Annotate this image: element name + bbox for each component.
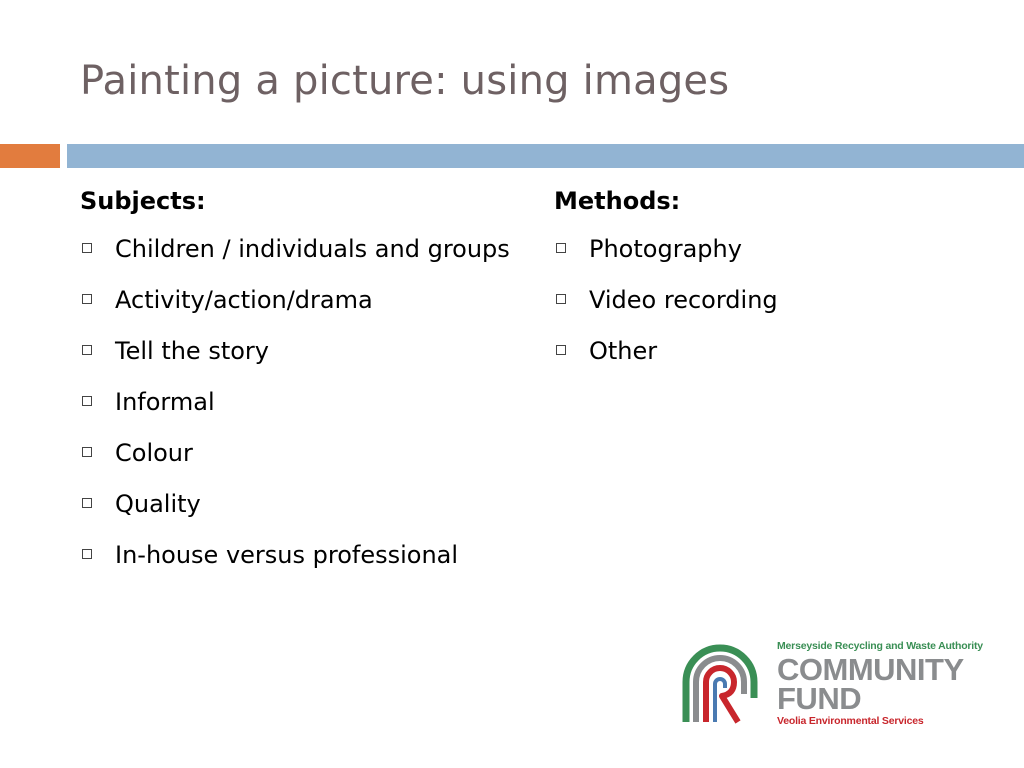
methods-list [554, 229, 994, 372]
square-bullet-icon [82, 396, 92, 406]
list-item: Children / individuals and groups [80, 229, 520, 270]
community-fund-logo [680, 640, 990, 726]
list-item: Video recording [554, 280, 994, 321]
methods-heading: Methods: [554, 187, 681, 215]
list-item: Informal [80, 382, 520, 423]
methods-column [554, 186, 994, 382]
logo-fund-text: FUND [777, 681, 862, 716]
square-bullet-icon [82, 447, 92, 457]
square-bullet-icon [556, 294, 566, 304]
square-bullet-icon [556, 345, 566, 355]
square-bullet-icon [82, 294, 92, 304]
square-bullet-icon [82, 549, 92, 559]
list-item: Activity/action/drama [80, 280, 520, 321]
list-item: Tell the story [80, 331, 520, 372]
list-item: Colour [80, 433, 520, 474]
square-bullet-icon [82, 243, 92, 253]
list-item: Quality [80, 484, 520, 525]
subjects-column [80, 186, 520, 586]
logo-community-text: COMMUNITY [777, 652, 964, 687]
list-item: Other [554, 331, 994, 372]
accent-bar-orange [0, 144, 60, 168]
slide-title: Painting a picture: using images [80, 58, 730, 104]
square-bullet-icon [82, 498, 92, 508]
rainbow-r-logo-icon [680, 640, 770, 726]
subjects-list [80, 229, 520, 576]
logo-text [777, 640, 990, 727]
square-bullet-icon [556, 243, 566, 253]
list-item: Photography [554, 229, 994, 270]
accent-bar-blue [67, 144, 1024, 168]
square-bullet-icon [82, 345, 92, 355]
list-item: In-house versus professional [80, 535, 520, 576]
subjects-heading: Subjects: [80, 187, 206, 215]
logo-sponsor-text: Veolia Environmental Services [777, 715, 924, 727]
logo-authority-text: Merseyside Recycling and Waste Authority [777, 640, 983, 652]
